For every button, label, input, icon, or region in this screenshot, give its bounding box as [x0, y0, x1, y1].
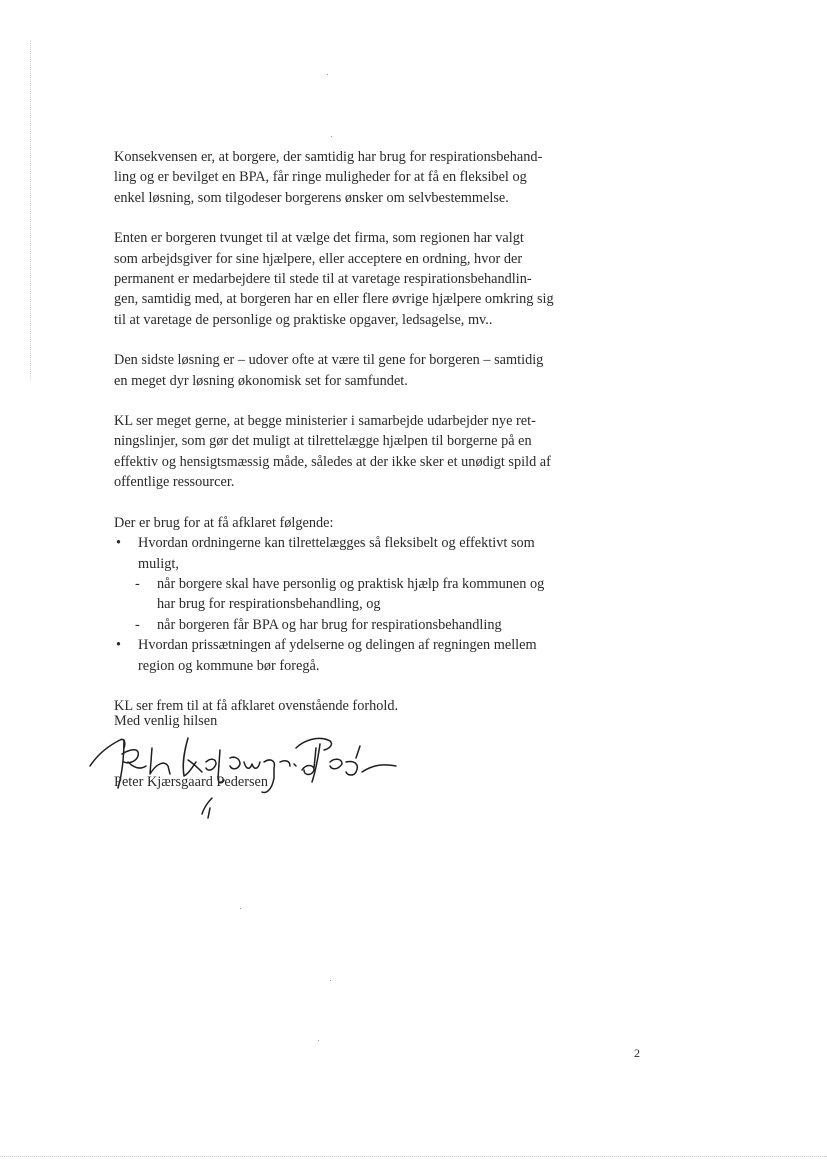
- closing-greeting: Med venlig hilsen: [114, 713, 218, 729]
- paragraph-options: [114, 228, 604, 330]
- text-line: Den sidste løsning er – udover ofte at være til gene for borgeren – samtidig: [114, 352, 544, 369]
- paragraph-last-solution: [114, 350, 604, 391]
- paragraph-consequence: [114, 147, 604, 208]
- text-line: effektiv og hensigtsmæssig måde, således at der ikke sker et unødigt spild af: [114, 453, 551, 470]
- text-line: når borgere skal have personlig og praktisk hjælp fra kommunen og: [157, 575, 545, 592]
- dash-icon: -: [135, 616, 140, 633]
- list-item: [114, 635, 604, 676]
- text-line: KL ser meget gerne, at begge ministerier i samarbejde udarbejder nye ret-: [114, 413, 536, 430]
- list-intro: Der er brug for at få afklaret følgende:: [114, 514, 334, 531]
- list-item: [114, 533, 604, 574]
- page-number: 2: [634, 1046, 640, 1060]
- text-line: offentlige ressourcer.: [114, 474, 235, 491]
- paragraph-kl-request: [114, 411, 604, 493]
- text-line: når borgeren får BPA og har brug for respirationsbehandling: [157, 616, 502, 633]
- text-line: Hvordan ordningerne kan tilrettelægges så fleksibelt og effektivt som: [138, 535, 535, 552]
- scan-bottom-edge: [0, 1156, 827, 1157]
- text-line: enkel løsning, som tilgodeser borgerens ønsker om selvbestemmelse.: [114, 189, 509, 206]
- text-line: KL ser frem til at få afklaret ovenstående forhold.: [114, 697, 399, 714]
- scan-speck: [330, 980, 331, 981]
- text-line: som arbejdsgiver for sine hjælpere, eller acceptere en ordning, hvor der: [114, 250, 523, 267]
- letter-body: [114, 147, 604, 736]
- signatory-name: Peter Kjærsgaard Pedersen: [114, 774, 269, 790]
- list-subitem: [114, 574, 604, 615]
- text-line: en meget dyr løsning økonomisk set for samfundet.: [114, 372, 408, 389]
- text-line: muligt,: [138, 555, 179, 572]
- text-line: ningslinjer, som gør det muligt at tilrettelægge hjælpen til borgerne på en: [114, 433, 532, 450]
- text-line: Konsekvensen er, at borgere, der samtidig har brug for respirationsbehand-: [114, 149, 543, 165]
- scan-edge-marks: [30, 40, 32, 380]
- scan-speck: [318, 1040, 319, 1041]
- text-line: Hvordan prissætningen af ydelserne og delingen af regningen mellem: [138, 637, 537, 654]
- text-line: region og kommune bør foregå.: [138, 657, 320, 674]
- text-line: permanent er medarbejdere til stede til at varetage respirationsbehandlin-: [114, 271, 532, 288]
- scan-speck: [240, 908, 241, 909]
- text-line: har brug for respirationsbehandling, og: [157, 596, 381, 613]
- text-line: Enten er borgeren tvunget til at vælge det firma, som regionen har valgt: [114, 230, 524, 247]
- text-line: gen, samtidig med, at borgeren har en eller flere øvrige hjælpere omkring sig: [114, 291, 554, 308]
- clarification-list: [114, 513, 604, 676]
- text-line: ling og er bevilget en BPA, får ringe muligheder for at få en fleksibel og: [114, 169, 527, 186]
- scan-speck: [327, 74, 328, 75]
- bullet-icon: •: [116, 535, 122, 552]
- scan-speck: [331, 136, 332, 137]
- dash-icon: -: [135, 575, 140, 592]
- list-subitem: [114, 615, 604, 635]
- text-line: til at varetage de personlige og praktiske opgaver, ledsagelse, mv..: [114, 311, 493, 328]
- bullet-icon: •: [116, 637, 122, 654]
